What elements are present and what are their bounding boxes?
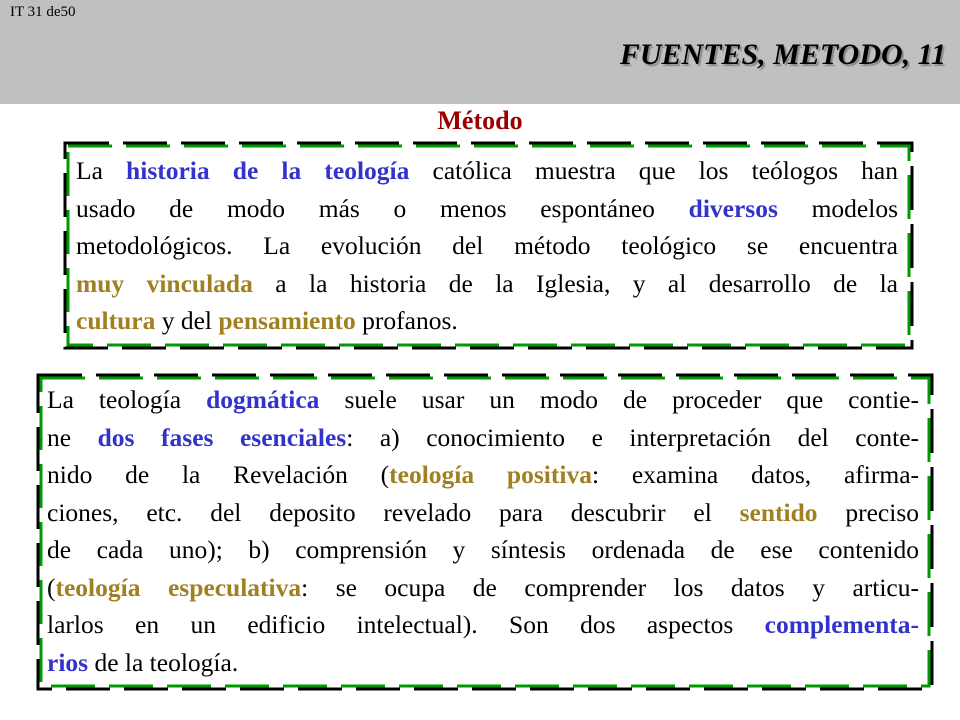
text-run: nido de la Revelación ( <box>47 460 390 489</box>
text-run: ciones, etc. del deposito revelado para descubrir el <box>47 497 740 527</box>
text-line <box>76 190 898 228</box>
text-run: metodológicos. La evolución del método teológico se encuentra <box>76 231 898 260</box>
page-number: IT 31 de50 <box>10 4 76 20</box>
text-run: : examina datos, afirma- <box>591 460 920 489</box>
text-run: suele usar un modo de proceder que contie- <box>319 385 919 414</box>
text-line <box>47 456 919 494</box>
paragraph-2-text <box>47 381 919 681</box>
text-run: de la teología. <box>88 647 239 677</box>
text-run: larlos en un edificio intelectual). Son dos aspectos <box>47 610 765 639</box>
text-line <box>76 265 898 303</box>
paragraph-1-text <box>76 152 898 340</box>
highlighted-term: complementa- <box>764 610 919 639</box>
text-run: : se ocupa de comprender los datos y articu- <box>301 572 919 602</box>
highlighted-term: cultura <box>76 306 156 335</box>
paragraph-box-2 <box>35 372 935 692</box>
text-run: ( <box>47 572 56 602</box>
text-line <box>47 419 919 457</box>
paragraph-box-1 <box>62 140 915 351</box>
highlighted-term: muy vinculada <box>76 268 253 298</box>
text-line <box>47 606 919 644</box>
header-bar <box>0 0 960 104</box>
text-line <box>47 494 919 532</box>
text-run: preciso <box>817 497 919 527</box>
highlighted-term: teología especulativa <box>55 572 302 602</box>
text-run: usado de modo más o menos espontáneo <box>76 193 689 223</box>
section-title: Método <box>437 106 523 135</box>
text-line <box>47 569 919 607</box>
text-run: a la historia de la Iglesia, y al desarrollo de la <box>252 268 898 298</box>
highlighted-term: teología positiva <box>389 460 592 489</box>
text-line <box>76 302 898 340</box>
text-run: La teología <box>47 385 207 414</box>
text-run: de cada uno); b) comprensión y síntesis ordenada de ese contenido <box>47 535 919 564</box>
highlighted-term: diversos <box>688 193 778 223</box>
slide-title: FUENTES, METODO, 11 <box>619 38 946 71</box>
text-run: y del <box>155 306 219 335</box>
text-run: católica muestra que los teólogos han <box>409 156 898 185</box>
highlighted-term: dogmática <box>206 385 320 414</box>
text-line <box>76 227 898 265</box>
text-line <box>47 381 919 419</box>
text-run: modelos <box>777 193 898 223</box>
text-run: La <box>76 156 127 185</box>
highlighted-term: historia de la teología <box>126 156 410 185</box>
text-line <box>76 152 898 190</box>
text-run: ne <box>47 422 98 452</box>
highlighted-term: sentido <box>739 497 818 527</box>
highlighted-term: dos fases esenciales <box>97 422 347 452</box>
text-run: : a) conocimiento e interpretación del conte- <box>346 422 919 452</box>
text-line <box>47 531 919 569</box>
highlighted-term: pensamiento <box>218 306 356 335</box>
text-run: profanos. <box>355 306 458 335</box>
highlighted-term: rios <box>47 647 89 677</box>
text-line <box>47 644 919 682</box>
